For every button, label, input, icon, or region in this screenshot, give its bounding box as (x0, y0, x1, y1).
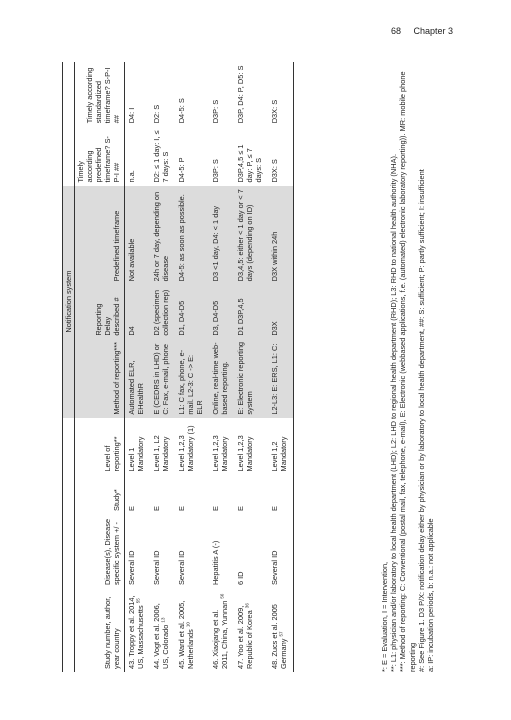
cell-delay: D3, D4-D5 (209, 284, 234, 338)
cell-study: 48. Zucs et al. 2005 Germany $^{57}$ (268, 588, 294, 672)
col-header-timely-standardized: Timely according standardized timeframe? S-P-I ## (75, 62, 125, 126)
cell-study: 45. Ward et al. 2005, Netherlands $^{10}$ (177, 600, 195, 669)
cell-delay: D2 (specimen collection rep) (150, 284, 175, 338)
cell-predefined: D3X within 24h (268, 186, 294, 285)
page-number: 68 (390, 26, 401, 36)
table-row (150, 62, 175, 672)
cell-study: 43. Troppy et al. 2014, US, Massachusetts $^{55}$ (127, 595, 145, 669)
table-footnotes (380, 62, 435, 672)
cell-type: E (177, 506, 186, 511)
group-header-notification-system: Notification system (63, 186, 75, 418)
footnote: ***: Method of reporting: C: Conventional (postal mail, fax, telephone, e-mail), E: Electronic (webbased applications, f.e. (automated) electronic laboratory reporting)). MR: mobile phone reporting (398, 71, 417, 672)
cell-disease: Several ID (127, 550, 136, 586)
table-row (268, 62, 294, 672)
cell-level: Level 1 Mandatory (127, 436, 145, 472)
cell-timely-standardized: D3P, D4: P, D5: S (236, 65, 245, 124)
cell-timely-standardized: D4: I (127, 107, 136, 124)
cell-method: Automated ELR, EHealthR (125, 339, 151, 418)
cell-level: Level 1,2,3 Mandatory (211, 435, 229, 472)
cell-delay: D4 (125, 284, 151, 338)
cell-method: E: Electronic reporting system (234, 339, 268, 418)
cell-type: E (211, 506, 220, 511)
cell-timely-standardized: D3P: S (211, 99, 220, 124)
cell-disease: Several ID (152, 550, 161, 586)
cell-level: Level 1,2 Mandatory (268, 418, 294, 475)
cell-disease: Several ID (268, 514, 294, 588)
cell-predefined: D3,4,5: either < 1 day or < 7 days (depending on ID) (234, 186, 268, 285)
cell-timely-standardized: D4-5: S (177, 98, 186, 124)
col-header-study-type: Study* (75, 474, 125, 514)
cell-timely-predefined: D3P,4,5 ≤ 1 day: P, ≤ 7 days: S (236, 144, 263, 183)
col-header-level: Level of reporting** (75, 418, 125, 475)
col-header-predefined: Predefined timeframe (75, 186, 125, 285)
cell-timely-predefined: D3P: S (211, 159, 220, 183)
page-header (381, 26, 453, 36)
cell-type: E (127, 506, 136, 511)
cell-level: Level 1, L2 Mandatory (152, 435, 170, 472)
cell-timely-predefined: D4-5: P (177, 157, 186, 183)
col-header-delay: Reporting Delay described # (75, 284, 125, 338)
cell-disease: 6 ID (236, 571, 245, 586)
cell-method: Online, real-time web-based reporting. (209, 339, 234, 418)
cell-study: 47. Yoo et al. 2009, Republic of Korea $^{36}$ (236, 603, 254, 669)
cell-level: Level 1,2,3 Mandatory (236, 435, 254, 472)
col-header-timely-predefined: Timely according predefined timeframe? S-P-I ## (75, 126, 125, 185)
rotated-table-block (62, 62, 482, 672)
footnote: #: See Figure 1. D3 P/X: notification delay either by physician or by laboratory to local health department, ##: S: sufficient; P: partly sufficient; I: insufficient (416, 169, 426, 672)
cell-delay: D3X (268, 284, 294, 338)
cell-method: L1: C fax, phone, e-mail. L2-3: C -> E: ELR (175, 339, 209, 418)
cell-predefined: 24h or 7 day, depending on disease (150, 186, 175, 285)
table-row (175, 62, 209, 672)
cell-predefined: D4-5: as soon as possible. (175, 186, 209, 285)
notification-table (62, 62, 294, 672)
cell-study: 46. Xiaojang et al. 2011, China, Yunnan $^{56}$ (211, 593, 229, 669)
cell-level: Level 1,2,3 Mandatory (1) (177, 425, 195, 472)
table-row (125, 62, 151, 672)
cell-study: 44. Vogt et al. 2006, US, Colorado $^{13}$ (152, 603, 170, 669)
footnote: *: E = Evaluation, I = Intervention, (380, 561, 389, 672)
cell-method: E (CEDRS in LHD) or C: Fax, e-mail, phone (150, 339, 175, 418)
col-header-method: Method of reporting*** (75, 339, 125, 418)
cell-disease: Several ID (177, 550, 186, 586)
cell-type: E (268, 474, 294, 514)
table-row (234, 62, 268, 672)
cell-type: E (152, 506, 161, 511)
cell-timely-predefined: D3X: S (268, 126, 294, 185)
footnote: a: IP: incubation periods, b: n.a.: not applicable (426, 518, 436, 672)
cell-predefined: D3 <1 day, D4: < 1 day (209, 186, 234, 285)
col-header-disease: Disease(s), Disease specific system +/ - (75, 514, 125, 588)
cell-delay: D1, D4-D5 (175, 284, 209, 338)
cell-timely-standardized: D2: S (152, 104, 161, 124)
cell-timely-standardized: D3X: S (268, 62, 294, 126)
chapter-label: Chapter 3 (413, 26, 453, 36)
footnote: **: L1: physician and/or laboratory to local health department (LHD); L2: LHD to regional health department (RHD); L3: RHD to national health authority (NHA). (389, 153, 399, 672)
cell-method: L2-L3: E: ERS, L1: C: (268, 339, 294, 418)
cell-disease: Hepatitis A (-) (211, 540, 220, 586)
col-header-study: Study number, author, year country (75, 588, 125, 672)
cell-timely-predefined: D2: ≤ 1 day: I, ≤ 7 days: S (152, 130, 170, 183)
cell-delay: D1 D3P,4,5 (234, 284, 268, 338)
cell-predefined: Not available (125, 186, 151, 285)
cell-type: E (236, 506, 245, 511)
table-row (209, 62, 234, 672)
cell-timely-predefined: n.a. (127, 170, 136, 183)
